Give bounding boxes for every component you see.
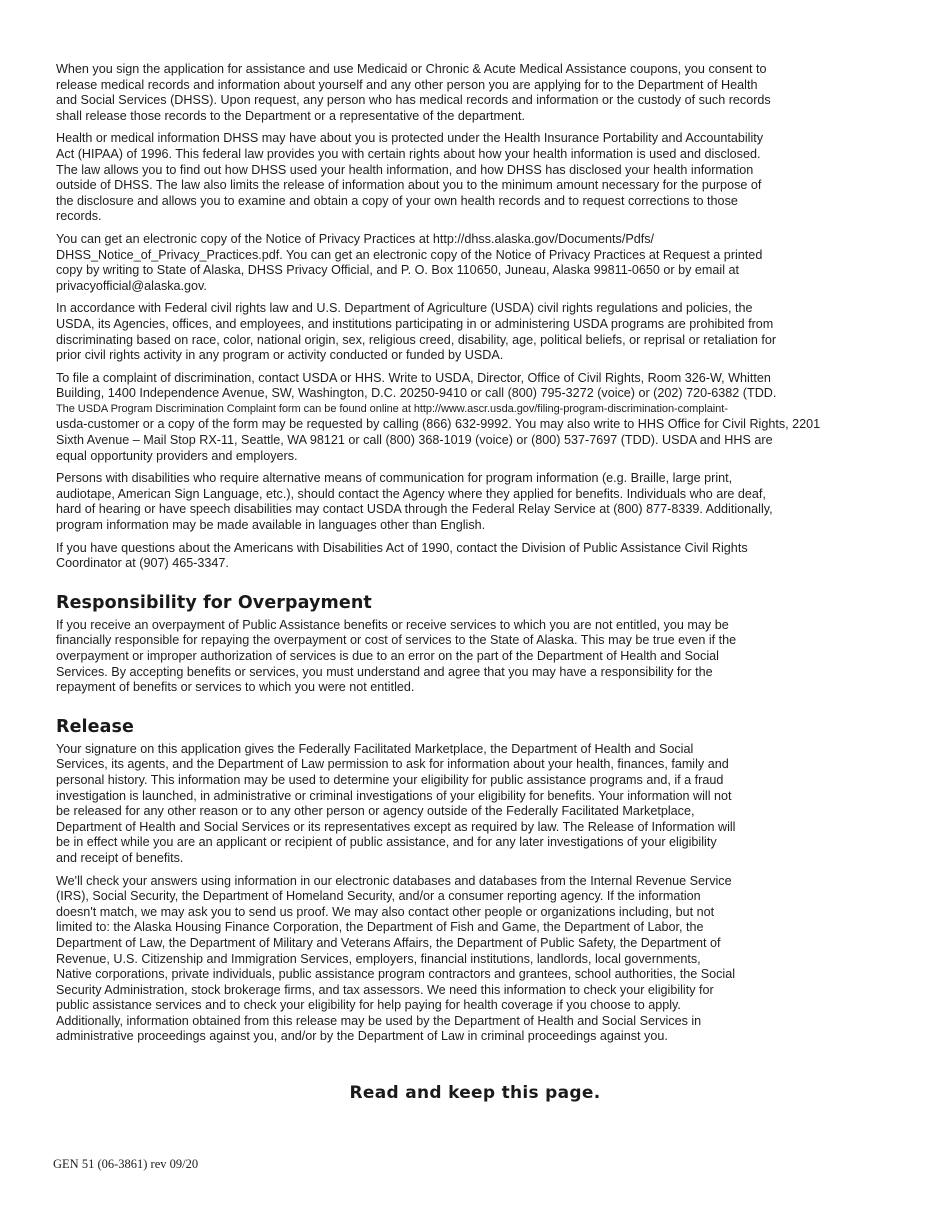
text-line: doesn't match, we may ask you to send us proof. We may also contact other people or organizations including, but not: [56, 904, 715, 919]
text-line: Security Administration, stock brokerage firms, and tax assessors. We need this information to check your eligibility for: [56, 982, 714, 997]
text-line: financially responsible for repaying the overpayment or cost of services to the State of Alaska. This may be true even if the: [56, 633, 737, 648]
release-verification-paragraph: [56, 874, 884, 1046]
text-line: public assistance services and to check your eligibility for help paying for health coverage if you choose to apply.: [56, 998, 681, 1013]
medical-records-consent-paragraph: [56, 62, 884, 124]
text-line: equal opportunity providers and employers.: [56, 448, 298, 463]
disabilities-paragraph: [56, 471, 884, 533]
text-line: overpayment or improper authorization of services is due to an error on the part of the Department of Health and Social: [56, 649, 719, 663]
text-line: Your signature on this application gives the Federally Facilitated Marketplace, the Department of Health and Social: [56, 741, 694, 756]
text-line: In accordance with Federal civil rights law and U.S. Department of Agriculture (USDA) civil rights regulations and policies, the: [56, 301, 753, 316]
text-line: outside of DHSS. The law also limits the release of information about you to the minimum amount necessary for the purpose of: [56, 178, 762, 193]
text-line: Services. By accepting benefits or services, you must understand and agree that you may have a responsibility for the: [56, 664, 713, 679]
text-line: DHSS_Notice_of_Privacy_Practices.pdf. You can get an electronic copy of the Notice of Privacy Practices at Request a printed: [56, 247, 763, 262]
text-line: To file a complaint of discrimination, contact USDA or HHS. Write to USDA, Director, Office of Civil Rights, Room 326-W, Whitten: [56, 370, 771, 385]
text-line: We'll check your answers using information in our electronic databases and databases from the Internal Revenue Service: [56, 873, 732, 888]
text-line: Services, its agents, and the Department of Law permission to ask for information about your health, finances, family and: [56, 757, 729, 772]
text-line: hard of hearing or have speech disabilities may contact USDA through the Federal Relay Service at (800) 877-8339. Additionally,: [56, 502, 773, 517]
text-line: Department of Law, the Department of Military and Veterans Affairs, the Department of Public Safety, the Department of: [56, 935, 721, 950]
form-number: GEN 51 (06-3861) rev 09/20: [53, 1157, 199, 1171]
text-line: release medical records and information about yourself and any other person you are applying for to the Department of Health: [56, 77, 758, 92]
text-line: shall release those records to the Department or a representative of the department.: [56, 108, 526, 123]
discrimination-complaint-paragraph: [56, 371, 884, 465]
overpayment-paragraph: [56, 618, 884, 696]
text-line: records.: [56, 209, 102, 224]
release-signature-paragraph: [56, 742, 884, 867]
text-line: The law allows you to find out how DHSS used your health information, and how DHSS has disclosed your health information: [56, 162, 754, 177]
text-line: usda-customer or a copy of the form may be requested by calling (866) 632-9992. You may also write to HHS Office for Civil Rights, 2201: [56, 417, 821, 432]
text-line: limited to: the Alaska Housing Finance Corporation, the Department of Fish and Game, the Department of Labor, the: [56, 920, 704, 935]
text-line: copy by writing to State of Alaska, DHSS Privacy Official, and P. O. Box 110650, Juneau, Alaska 99811-0650 or by email at: [56, 263, 740, 278]
document-page: [56, 62, 884, 1052]
text-line: administrative proceedings against you, and/or by the Department of Law in criminal proceedings against you.: [56, 1029, 668, 1044]
text-line: Persons with disabilities who require alternative means of communication for program information (e.g. Braille, large print,: [56, 471, 733, 486]
text-line: personal history. This information may be used to determine your eligibility for public assistance programs and, if a fraud: [56, 772, 724, 787]
text-line: If you have questions about the Americans with Disabilities Act of 1990, contact the Division of Public Assistance Civil Rights: [56, 540, 748, 555]
text-line: Building, 1400 Independence Avenue, SW, Washington, D.C. 20250-9410 or call (800) 795-3272 (voice) or (202) 720-6382 (TDD.: [56, 386, 777, 401]
text-line: program information may be made available in languages other than English.: [56, 518, 486, 533]
text-line: Sixth Avenue – Mail Stop RX-11, Seattle, WA 98121 or call (800) 368-1019 (voice) or (800) 537-7697 (TDD). USDA and HHS are: [56, 433, 773, 448]
text-line: the disclosure and allows you to examine and obtain a copy of your own health records and to request corrections to those: [56, 193, 738, 208]
text-line: be released for any other reason or to any other person or agency outside of the Federally Facilitated Marketplace,: [56, 804, 695, 819]
hipaa-paragraph: [56, 131, 884, 225]
text-line: and Social Services (DHSS). Upon request, any person who has medical records and information or the custody of such records: [56, 93, 771, 108]
text-line: Act (HIPAA) of 1996. This federal law provides you with certain rights about how your health information is used and disclosed.: [56, 146, 761, 161]
text-line: audiotape, American Sign Language, etc.), should contact the Agency where they applied for benefits. Individuals who are deaf,: [56, 486, 766, 501]
text-line: If you receive an overpayment of Public Assistance benefits or receive services to which you are not entitled, you may be: [56, 617, 729, 632]
text-line: (IRS), Social Security, the Department of Homeland Security, and/or a consumer reporting agency. If the information: [56, 889, 701, 904]
text-line: Native corporations, private individuals, public assistance program contractors and grantees, school authorities, the Social: [56, 967, 736, 982]
ada-paragraph: [56, 541, 884, 572]
text-line: be in effect while you are an applicant or recipient of public assistance, and for any later investigations of your eligibility: [56, 835, 717, 850]
text-line: privacyofficial@alaska.gov.: [56, 278, 207, 293]
release-heading: Release: [56, 716, 135, 737]
read-and-keep-note: Read and keep this page.: [349, 1083, 601, 1103]
text-line: repayment of benefits or services to which you were not entitled.: [56, 680, 415, 695]
text-line: prior civil rights activity in any program or activity conducted or funded by USDA.: [56, 348, 504, 363]
text-line: When you sign the application for assistance and use Medicaid or Chronic & Acute Medical Assistance coupons, you consent to: [56, 62, 767, 76]
text-line: Department of Health and Social Services or its representatives except as required by law. The Release of Information will: [56, 819, 736, 834]
text-line: investigation is launched, in administrative or criminal investigations of your eligibility for benefits. Your information will not: [56, 788, 732, 803]
text-line: Additionally, information obtained from this release may be used by the Department of Health and Social Services in: [56, 1013, 702, 1028]
text-line: and receipt of benefits.: [56, 850, 184, 865]
civil-rights-paragraph: [56, 301, 884, 363]
privacy-notice-paragraph: [56, 232, 884, 294]
text-line: USDA, its Agencies, offices, and employees, and institutions participating in or administering USDA programs are prohibited from: [56, 316, 774, 331]
text-line: Revenue, U.S. Citizenship and Immigration Services, employers, financial institutions, landlords, local governments,: [56, 951, 701, 966]
text-line: Health or medical information DHSS may have about you is protected under the Health Insurance Portability and Accountability: [56, 131, 764, 146]
text-line: You can get an electronic copy of the Notice of Privacy Practices at http://dhss.alaska.gov/Documents/Pdfs/: [56, 231, 655, 246]
text-line: The USDA Program Discrimination Complaint form can be found online at http://www.ascr.usda.gov/filing-program-discrimination-complaint-: [56, 402, 728, 415]
text-line: discriminating based on race, color, national origin, sex, religious creed, disability, age, political beliefs, or reprisal or retaliation for: [56, 332, 777, 347]
overpayment-heading: Responsibility for Overpayment: [56, 592, 372, 613]
text-line: Coordinator at (907) 465-3347.: [56, 556, 229, 571]
